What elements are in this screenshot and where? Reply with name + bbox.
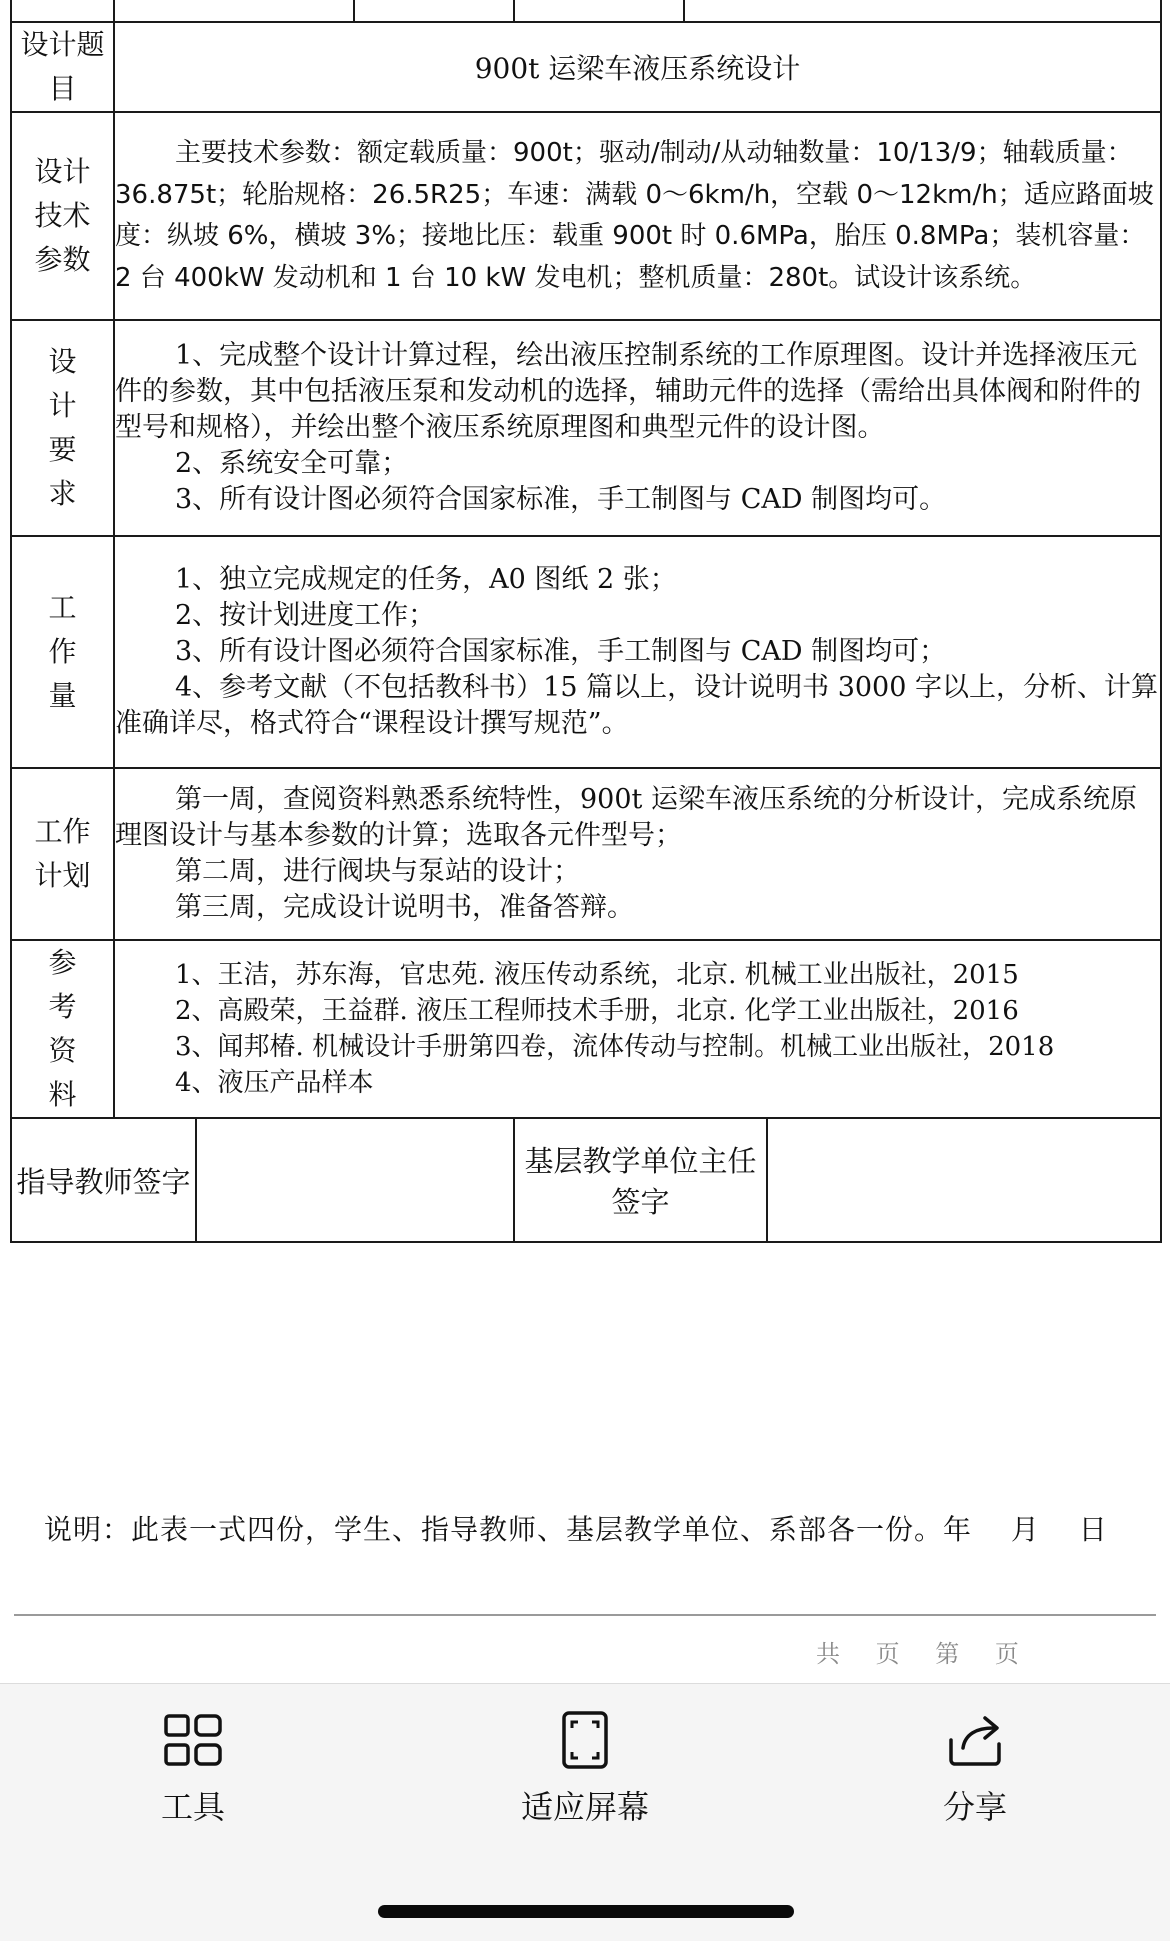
label-line: 设计	[34, 155, 91, 188]
share-label: 分享	[942, 1788, 1007, 1826]
row-params	[11, 112, 1161, 320]
list-item: 4、液压产品样本	[175, 1068, 374, 1098]
label-line: 工	[48, 591, 77, 624]
fit-screen-button[interactable]	[485, 1708, 685, 1828]
tools-grid-icon	[161, 1708, 225, 1772]
list-item: 1、独立完成规定的任务，A0 图纸 2 张；	[175, 564, 677, 595]
workload-content	[114, 536, 1161, 768]
row-design-title	[11, 22, 1161, 112]
director-signature-label: 基层教学单位主任签字	[514, 1118, 767, 1242]
params-content	[114, 112, 1161, 320]
list-item: 第三周，完成设计说明书，准备答辩。	[175, 892, 634, 923]
label-line: 技术	[34, 199, 91, 232]
requirements-content	[114, 320, 1161, 536]
list-item: 3、所有设计图必须符合国家标准，手工制图与 CAD 制图均可；	[175, 636, 947, 667]
label-line: 计	[48, 389, 77, 422]
director-signature-field	[767, 1118, 1161, 1242]
references-content	[114, 940, 1161, 1118]
label-requirements	[11, 320, 114, 536]
label-workload	[11, 536, 114, 768]
row-signatures	[11, 1118, 1161, 1242]
list-item: 2、按计划进度工作；	[175, 600, 436, 631]
plan-content	[114, 768, 1161, 940]
page-divider	[14, 1614, 1156, 1616]
list-item: 3、闻邦椿. 机械设计手册第四卷，流体传动与控制。机械工业出版社，2018	[175, 1032, 1055, 1062]
label-references	[11, 940, 114, 1118]
label-design-title: 设计题目	[11, 22, 114, 112]
home-indicator[interactable]	[378, 1905, 794, 1918]
label-line: 资	[48, 1034, 77, 1067]
label-line: 要	[48, 433, 77, 466]
label-line: 量	[48, 679, 77, 712]
label-line: 料	[48, 1078, 77, 1111]
tools-label: 工具	[160, 1788, 225, 1826]
tools-button[interactable]	[93, 1708, 293, 1828]
label-line: 工作	[34, 815, 91, 848]
list-item: 2、系统安全可靠；	[175, 448, 409, 479]
list-item: 4、参考文献（不包括教科书）15 篇以上，设计说明书 3000 字以上，分析、计算准确详尽，格式符合“课程设计撰写规范”。	[115, 672, 1158, 739]
fit-screen-label: 适应屏幕	[520, 1788, 649, 1826]
share-button[interactable]	[875, 1708, 1075, 1828]
label-line: 参数	[34, 243, 91, 276]
design-task-table	[10, 0, 1162, 1243]
list-item: 2、高殿荣，王益群. 液压工程师技术手册，北京. 化学工业出版社，2016	[175, 996, 1019, 1026]
list-item: 第二周，进行阀块与泵站的设计；	[175, 856, 580, 887]
table-top-row	[11, 0, 1161, 22]
page-counter: 共 页 第 页	[816, 1640, 1033, 1668]
label-line: 参	[48, 946, 77, 979]
teacher-signature-field	[196, 1118, 514, 1242]
teacher-signature-label: 指导教师签字	[11, 1118, 196, 1242]
label-line: 计划	[34, 859, 91, 892]
list-item: 第一周，查阅资料熟悉系统特性，900t 运梁车液压系统的分析设计，完成系统原理图设计与基本参数的计算；选取各元件型号；	[115, 784, 1137, 851]
label-plan	[11, 768, 114, 940]
cell	[11, 0, 114, 22]
label-params	[11, 112, 114, 320]
cell	[514, 0, 684, 22]
cell	[684, 0, 1161, 22]
row-workload	[11, 536, 1161, 768]
design-title-value: 900t 运梁车液压系统设计	[114, 22, 1161, 112]
row-references	[11, 940, 1161, 1118]
bottom-toolbar	[0, 1683, 1170, 1941]
cell	[114, 0, 354, 22]
label-line: 作	[48, 635, 77, 668]
share-icon	[943, 1708, 1007, 1772]
label-line: 设	[48, 345, 77, 378]
label-line: 考	[48, 990, 77, 1023]
fit-screen-icon	[553, 1708, 617, 1772]
params-text: 主要技术参数：额定载质量：900t；驱动/制动/从动轴数量：10/13/9；轴载质量：36.875t；轮胎规格：26.5R25；车速：满载 0～6km/h，空载 0～12km/h；适应路面坡度：纵坡 6%，横坡 3%；接地比压：载重 900t 时 0.6MPa，胎压 0.8MPa；装机容量：2 台 400kW 发动机和 1 台 10 kW 发电机；整机质量：280t。试设计该系统。	[115, 138, 1154, 293]
form-note: 说明：此表一式四份，学生、指导教师、基层教学单位、系部各一份。年 月 日	[44, 1513, 1108, 1546]
label-line: 求	[48, 477, 77, 510]
row-plan	[11, 768, 1161, 940]
list-item: 1、完成整个设计计算过程，绘出液压控制系统的工作原理图。设计并选择液压元件的参数，其中包括液压泵和发动机的选择，辅助元件的选择（需给出具体阀和附件的型号和规格），并绘出整个液压系统原理图和典型元件的设计图。	[115, 340, 1141, 443]
list-item: 1、王洁，苏东海，官忠苑. 液压传动系统，北京. 机械工业出版社，2015	[175, 960, 1019, 990]
row-requirements	[11, 320, 1161, 536]
cell	[354, 0, 514, 22]
list-item: 3、所有设计图必须符合国家标准，手工制图与 CAD 制图均可。	[175, 484, 947, 515]
